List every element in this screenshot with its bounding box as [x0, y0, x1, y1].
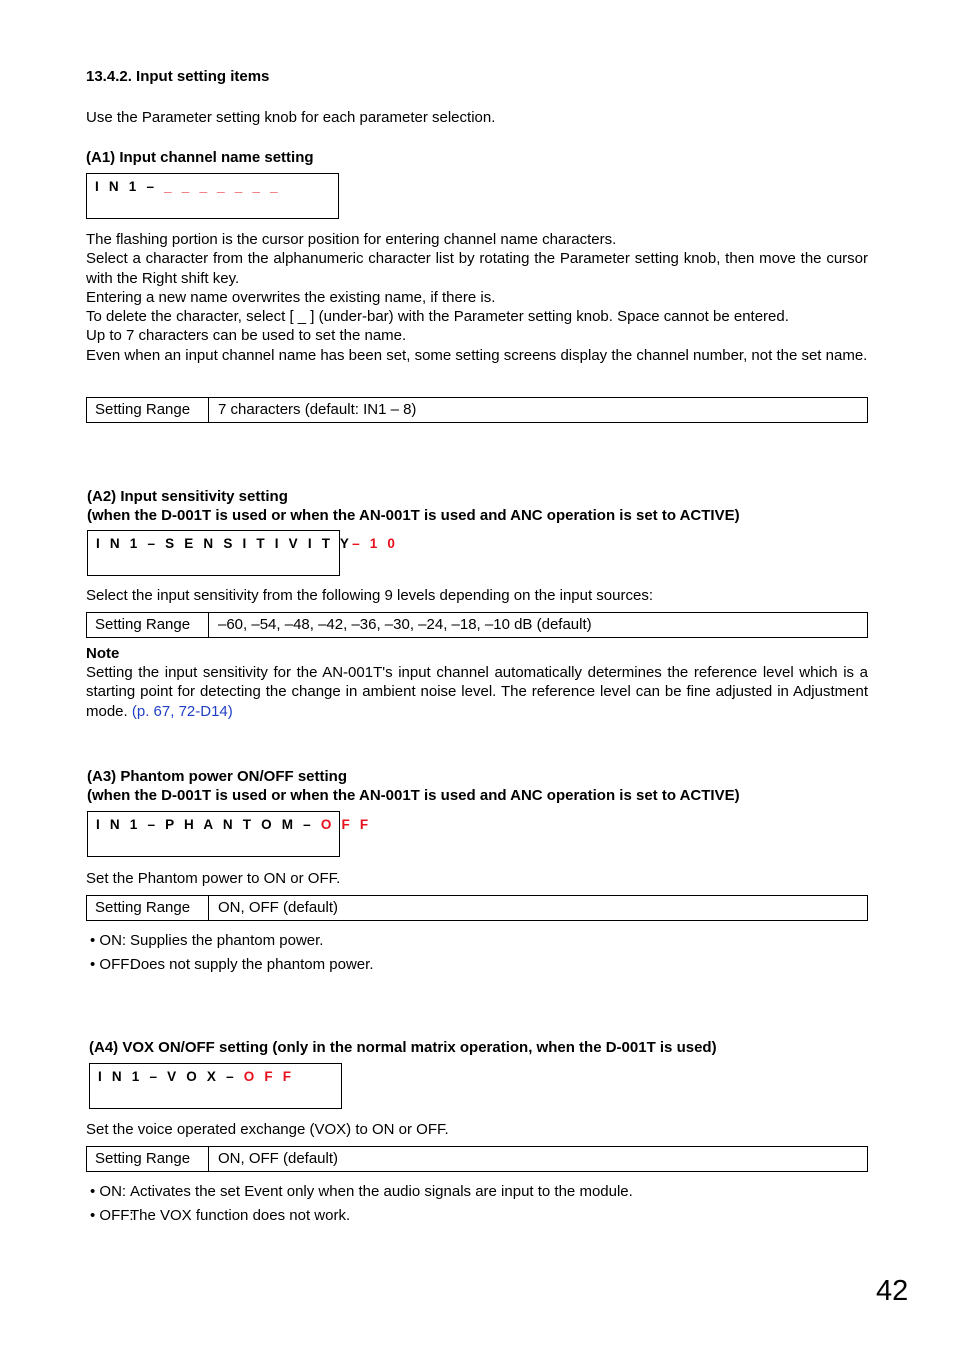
- a3-lcd-value: O F F: [320, 817, 372, 832]
- a2-description: Select the input sensitivity from the following 9 levels depending on the input sources:: [86, 587, 653, 604]
- a1-paragraph: The flashing portion is the cursor position for entering channel name characters.: [86, 231, 617, 248]
- a4-bullet-text: Activates the set Event only when the audio signals are input to the module.: [130, 1183, 633, 1200]
- a1-paragraph: Even when an input channel name has been set, some setting screens display the channel number, not the set name.: [86, 346, 868, 364]
- a3-range-label: Setting Range: [87, 896, 209, 920]
- a1-lcd-display: [86, 173, 339, 219]
- a1-setting-range-table: [86, 397, 868, 423]
- a4-lcd-value: O F F: [243, 1069, 295, 1084]
- a4-bullet-on: [90, 1182, 633, 1201]
- a1-paragraph: Up to 7 characters can be used to set the name.: [86, 327, 407, 345]
- a3-bullet-key: • OFF:: [90, 956, 134, 973]
- a2-range-label: Setting Range: [87, 613, 209, 637]
- a3-bullet-text: Does not supply the phantom power.: [130, 956, 374, 973]
- a4-description: Set the voice operated exchange (VOX) to ON or OFF.: [86, 1121, 449, 1138]
- a1-lcd-value: _ _ _ _ _ _ _: [164, 179, 281, 194]
- a4-lcd-display: [89, 1063, 342, 1109]
- a3-bullet-key: • ON:: [90, 932, 127, 949]
- a4-bullet-key: • OFF:: [90, 1207, 134, 1224]
- a4-bullet-key: • ON:: [90, 1183, 127, 1200]
- a4-lcd-prefix: I N 1 – V O X –: [98, 1069, 244, 1084]
- a1-lcd-prefix: I N 1 –: [95, 179, 165, 194]
- a1-heading: (A1) Input channel name setting: [86, 149, 314, 166]
- a2-lcd-value: – 1 0: [352, 536, 399, 551]
- a4-setting-range-table: [86, 1146, 868, 1172]
- a4-bullet-text: The VOX function does not work.: [130, 1207, 351, 1224]
- a2-range-value: –60, –54, –48, –42, –36, –30, –24, –18, –10 dB (default): [218, 616, 592, 633]
- a4-bullet-off: [90, 1206, 350, 1225]
- a4-range-value: ON, OFF (default): [218, 1150, 339, 1167]
- a3-heading: (A3) Phantom power ON/OFF setting: [87, 768, 348, 785]
- a2-setting-range-table: [86, 612, 868, 638]
- section-title: 13.4.2. Input setting items: [86, 68, 270, 85]
- a2-lcd-display: [87, 530, 399, 576]
- a3-description: Set the Phantom power to ON or OFF.: [86, 870, 341, 887]
- a3-subheading: (when the D-001T is used or when the AN-001T is used and ANC operation is set to ACTIVE): [87, 787, 740, 804]
- a2-note: [86, 663, 868, 721]
- a3-bullet-text: Supplies the phantom power.: [130, 932, 324, 949]
- a1-paragraph: Select a character from the alphanumeric character list by rotating the Parameter setting knob, then move the cursor with the Right shift key.: [86, 250, 868, 287]
- a1-paragraph: To delete the character, select [ _ ] (under-bar) with the Parameter setting knob. Space cannot be entered.: [86, 308, 789, 326]
- a4-range-label: Setting Range: [87, 1147, 209, 1171]
- a1-paragraph: Entering a new name overwrites the existing name, if there is.: [86, 288, 496, 306]
- a3-setting-range-table: [86, 895, 868, 921]
- a2-subheading: (when the D-001T is used or when the AN-001T is used and ANC operation is set to ACTIVE): [87, 507, 740, 524]
- a3-lcd-prefix: I N 1 – P H A N T O M –: [96, 817, 321, 832]
- page-number: 42: [876, 1275, 909, 1307]
- a2-note-link[interactable]: (p. 67, 72-D14): [131, 702, 233, 720]
- a2-lcd-prefix: I N 1 – S E N S I T I V I T Y: [96, 536, 353, 551]
- a1-range-value: 7 characters (default: IN1 – 8): [218, 401, 417, 418]
- a3-lcd-display: [87, 811, 372, 857]
- a2-heading: (A2) Input sensitivity setting: [87, 488, 288, 505]
- a2-note-title: Note: [86, 645, 120, 662]
- a1-description: [86, 230, 868, 365]
- a3-bullet-off: [90, 955, 374, 974]
- intro-text: Use the Parameter setting knob for each parameter selection.: [86, 109, 496, 126]
- a1-range-label: Setting Range: [87, 398, 209, 422]
- a3-bullet-on: [90, 931, 323, 950]
- a2-note-text: Setting the input sensitivity for the AN-001T's input channel automatically determines the reference level which is a starting point for detecting the change in ambient noise level. The reference level can be fine adjusted in Adjustment mode.: [86, 664, 868, 720]
- a4-heading: (A4) VOX ON/OFF setting (only in the normal matrix operation, when the D-001T is used): [89, 1039, 717, 1056]
- a3-range-value: ON, OFF (default): [218, 899, 339, 916]
